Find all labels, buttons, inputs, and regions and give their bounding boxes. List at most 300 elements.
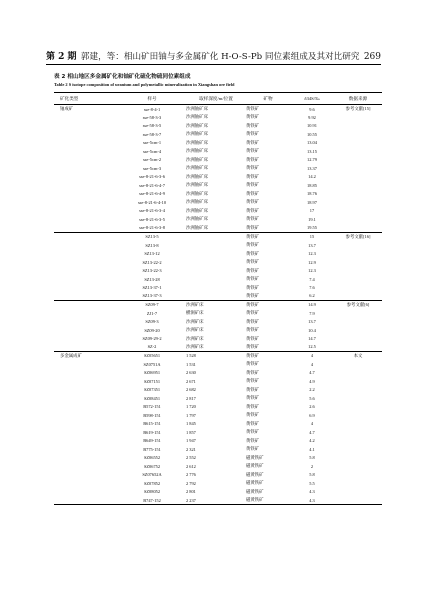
cell-data-source [334,488,382,497]
cell-mineral: 黄铁矿 [246,233,260,239]
cell-mineralization-type [54,317,118,326]
cell-data-source [334,181,382,190]
cell-sample-id: SZ09-7 [145,302,159,308]
cell-delta34s: 4 [310,421,314,427]
cell-depth-location: 2 792 [186,480,196,486]
cell-mineralization-type [54,130,118,139]
cell-delta34s: 14.9 [308,302,316,308]
cell-mineralization-type [54,232,118,241]
cell-mineral: 磁黄铁矿 [246,463,264,469]
table-row [54,283,382,292]
table-row [54,232,382,241]
cell-depth-location: 沙洲铀矿床 [186,199,208,205]
cell-mineralization-type [54,241,118,250]
cell-mineral: 磁黄铁矿 [246,454,264,460]
cell-depth-location: 沙洲铀矿床 [186,207,208,213]
running-title: 郭建，等：相山矿田铀与多金属矿化 H-O-S-Pb 同位素组成及其对比研究 [80,52,360,62]
cell-sample-id: SZ07351 [143,387,161,393]
table-row [54,454,382,463]
cell-mineralization-type [54,326,118,335]
table-row [54,147,382,156]
cell-depth-location: 沙洲铀矿床 [186,156,208,162]
cell-depth-location: 2 630 [186,370,196,376]
cell-data-source [334,309,382,318]
cell-data-source [334,479,382,488]
cell-mineralization-type [54,156,118,165]
cell-delta34s: 12.9 [308,259,316,265]
cell-depth-location: 1 845 [186,421,196,427]
cell-mineralization-type [54,437,118,446]
cell-depth-location [186,249,246,258]
cell-sample-id: SZ13-12 [144,251,160,257]
table-row [54,462,382,471]
cell-depth-location: 沙洲铀矿床 [186,139,208,145]
cell-data-source [334,343,382,352]
cell-data-source [334,190,382,199]
cell-mineral: 黄铁矿 [246,395,260,401]
cell-data-source [334,386,382,395]
cell-delta34s: 5.8 [309,455,315,461]
cell-sample-id: sse-58-3-3 [142,114,162,120]
cell-mineral: 黄铁矿 [246,361,260,367]
cell-delta34s: 4.9 [309,378,315,384]
table-row [54,334,382,343]
cell-sample-id: B572-151 [143,404,161,410]
cell-delta34s: 15 [309,234,315,240]
cell-data-source [334,215,382,224]
cell-data-source [334,377,382,386]
table-row [54,139,382,148]
table-row [54,309,382,318]
cell-depth-location [186,232,246,241]
table-row [54,300,382,309]
cell-delta34s: 5.5 [309,480,315,486]
table-row [54,207,382,216]
cell-mineralization-type [54,360,118,369]
cell-mineral: 黄铁矿 [246,310,260,316]
table-row [54,488,382,497]
cell-sample-id: SZ13-37-1 [142,285,162,291]
cell-delta34s: 5.8 [309,472,315,478]
table-row [54,368,382,377]
cell-mineral: 黄铁矿 [246,250,260,256]
cell-delta34s: 12.3 [308,251,316,257]
cell-mineral: 黄铁矿 [246,259,260,265]
cell-sample-id: SZ09-20 [144,327,160,333]
cell-data-source [334,249,382,258]
cell-data-source [334,122,382,131]
table-row [54,326,382,335]
cell-sample-id: SZ13-5 [145,234,159,240]
table-row [54,420,382,429]
cell-delta34s: 9.92 [308,114,316,120]
cell-depth-location: 沙洲矿床 [186,301,204,307]
cell-data-source [334,207,382,216]
cell-data-source [334,156,382,165]
cell-sample-id: SZ-2 [147,344,157,350]
cell-mineralization-type [54,386,118,395]
cell-depth-location: 2 237 [186,497,196,503]
column-header-depth: 取样深度/m/位置 [199,95,233,101]
cell-depth-location: 1 531 [186,361,196,367]
cell-mineralization-type [54,207,118,216]
cell-data-source: 参考文献[16] [345,233,371,239]
cell-delta34s: 7.9 [309,310,315,316]
cell-mineral: 黄铁矿 [246,131,260,137]
cell-mineralization-type [54,181,118,190]
cell-mineralization-type [54,224,118,233]
cell-delta34s: 10.55 [307,131,317,137]
cell-mineralization-type [54,403,118,412]
table-row [54,394,382,403]
cell-data-source [334,317,382,326]
table-row [54,105,382,114]
table-header-row [54,93,382,105]
cell-sample-id: ZJ1-7 [146,310,158,316]
cell-data-source [334,445,382,454]
cell-mineral: 磁黄铁矿 [246,488,264,494]
table-body [54,105,382,505]
cell-delta34s: 10.4 [308,327,316,333]
table-row [54,351,382,360]
cell-delta34s: 12.3 [308,268,316,274]
cell-depth-location [186,258,246,267]
cell-depth-location: 2 682 [186,387,196,393]
cell-mineral: 黄铁矿 [246,437,260,443]
table-row [54,411,382,420]
cell-mineral: 黄铁矿 [246,403,260,409]
table-row [54,173,382,182]
column-header-delta34s: δ34S/‰ [304,96,320,101]
cell-mineral: 黄铁矿 [246,148,260,154]
cell-delta34s: 5.6 [309,395,315,401]
cell-mineral: 磁黄铁矿 [246,471,264,477]
cell-delta34s: 12.79 [307,157,317,163]
cell-sample-id: B619-151 [143,429,161,435]
cell-delta34s: 7.6 [309,285,315,291]
cell-data-source [334,266,382,275]
cell-mineral: 黄铁矿 [246,199,260,205]
cell-data-source [334,326,382,335]
cell-mineralization-type [54,343,118,352]
cell-data-source [334,368,382,377]
cell-delta34s: 2 [310,463,314,469]
cell-mineral: 黄铁矿 [246,106,260,111]
cell-data-source [334,334,382,343]
cell-mineral: 黄铁矿 [246,292,260,298]
cell-mineralization-type [54,258,118,267]
cell-mineralization-type [54,454,118,463]
cell-mineral: 黄铁矿 [246,429,260,435]
cell-mineralization-type [54,445,118,454]
cell-depth-location: 沙洲铀矿床 [186,216,208,222]
cell-data-source: 参考文献[15] [345,106,371,111]
cell-data-source [334,496,382,505]
cell-depth-location: 1 797 [186,412,196,418]
cell-sample-id: sse-58-3-5 [142,123,162,129]
cell-sample-id: SZ09-29-2 [142,336,162,342]
cell-sample-id: SZ07652A [142,472,162,478]
cell-mineralization-type [54,368,118,377]
cell-data-source [334,147,382,156]
table-row [54,471,382,480]
cell-mineral: 黄铁矿 [246,335,260,341]
cell-delta34s: 2.2 [309,387,315,393]
cell-data-source [334,258,382,267]
cell-delta34s: 18.76 [307,191,317,197]
table-row [54,249,382,258]
cell-sample-id: SZ08451 [143,395,161,401]
table-row [54,215,382,224]
cell-mineral: 黄铁矿 [246,378,260,384]
cell-mineral: 黄铁矿 [246,318,260,324]
cell-depth-location: 1 947 [186,438,196,444]
cell-depth-location: 沙洲铀矿床 [186,224,208,230]
cell-mineralization-type: 多金属成矿 [60,352,82,358]
column-header-source: 数据来源 [348,95,368,101]
table-row [54,258,382,267]
cell-mineralization-type [54,377,118,386]
cell-sample-id: SZ09-3 [145,319,159,325]
table-row [54,241,382,250]
cell-sample-id: SZ08052 [143,489,161,495]
cell-mineral: 黄铁矿 [246,216,260,222]
cell-delta34s: 4.2 [309,438,315,444]
cell-depth-location: 2 776 [186,472,196,478]
cell-mineral: 黄铁矿 [246,182,260,188]
cell-data-source [334,454,382,463]
cell-depth-location: 沙洲铀矿床 [186,122,208,128]
cell-sample-id: B615-151 [143,421,161,427]
cell-delta34s: 4.7 [309,370,315,376]
cell-delta34s: 14.2 [308,174,316,180]
cell-sample-id: sse-8-21-6-3-6 [139,174,165,180]
cell-depth-location: 沙洲铀矿床 [186,114,208,120]
cell-mineral: 黄铁矿 [246,412,260,418]
cell-mineral: 黄铁矿 [246,114,260,120]
cell-mineralization-type [54,300,118,309]
cell-mineral: 黄铁矿 [246,267,260,273]
cell-delta34s: 19.55 [307,225,317,231]
cell-depth-location [186,275,246,284]
cell-data-source [334,292,382,301]
cell-data-source [334,403,382,412]
table-row [54,386,382,395]
cell-depth-location: 横涧矿床 [186,310,204,316]
cell-data-source [334,113,382,122]
cell-depth-location: 2 801 [186,489,196,495]
table-row [54,403,382,412]
cell-delta34s: 12.5 [308,344,316,350]
cell-mineralization-type [54,215,118,224]
cell-sample-id: B747-152 [143,497,161,503]
cell-mineralization-type [54,394,118,403]
cell-mineralization-type [54,496,118,505]
cell-mineral: 黄铁矿 [246,446,260,452]
table-row [54,122,382,131]
cell-data-source [334,411,382,420]
cell-mineralization-type [54,147,118,156]
cell-depth-location: 沙洲铀矿床 [186,148,208,154]
cell-mineral: 磁黄铁矿 [246,497,264,503]
cell-mineral: 黄铁矿 [246,343,260,349]
cell-depth-location: 1 857 [186,429,196,435]
table-row [54,428,382,437]
cell-data-source [334,420,382,429]
cell-data-source [334,437,382,446]
cell-data-source: 参考文献[6] [346,301,370,307]
cell-mineralization-type [54,113,118,122]
cell-delta34s: 13.7 [308,242,316,248]
cell-sample-id: SZ0751A [143,361,161,367]
cell-mineralization-type [54,139,118,148]
cell-data-source [334,462,382,471]
cell-mineralization-type [54,249,118,258]
issue-number: 第 2 期 [46,52,77,62]
running-header [46,44,381,65]
cell-mineral: 黄铁矿 [246,420,260,426]
table-caption-english: Table 2 S isotope composition of uranium and polymetallic mineralization in Xiangshan ore field [54,82,235,87]
cell-delta34s: 13.04 [307,140,317,146]
cell-data-source [334,164,382,173]
cell-depth-location [186,266,246,275]
cell-depth-location: 沙洲矿床 [186,318,204,324]
table-row [54,266,382,275]
cell-data-source: 本文 [353,352,363,358]
table-row [54,292,382,301]
cell-data-source [334,198,382,207]
cell-sample-id: sse-8-21-6-4-9 [139,191,165,197]
cell-mineralization-type [54,292,118,301]
cell-mineral: 黄铁矿 [246,301,260,307]
cell-sample-id: B775-151 [143,446,161,452]
cell-depth-location: 2 552 [186,455,196,461]
table-row [54,317,382,326]
table-row [54,156,382,165]
cell-mineralization-type [54,334,118,343]
cell-depth-location: 沙洲矿床 [186,343,204,349]
cell-data-source [334,275,382,284]
cell-mineral: 黄铁矿 [246,369,260,375]
cell-data-source [334,173,382,182]
cell-depth-location: 沙洲铀矿床 [186,173,208,179]
cell-data-source [334,360,382,369]
cell-data-source [334,241,382,250]
cell-mineral: 黄铁矿 [246,207,260,213]
cell-sample-id: B649-151 [143,438,161,444]
cell-mineralization-type: 铀成矿 [60,106,74,111]
cell-delta34s: 4.3 [309,497,315,503]
cell-sample-id: SZ06752 [143,463,161,469]
table-caption-chinese: 表 2 相山地区多金属矿化和铀矿化硫化物硫同位素组成 [54,74,191,80]
cell-sample-id: SZ13-28 [144,276,160,282]
cell-mineralization-type [54,479,118,488]
cell-sample-id: sse-58-3-7 [142,131,162,137]
cell-depth-location: 沙洲铀矿床 [186,190,208,196]
cell-delta34s: 6.9 [309,412,315,418]
table-row [54,181,382,190]
cell-mineralization-type [54,411,118,420]
table-row [54,113,382,122]
cell-depth-location: 沙洲矿床 [186,335,204,341]
cell-sample-id: SZ13-22-3 [142,268,162,274]
cell-mineral: 黄铁矿 [246,173,260,179]
table-row [54,445,382,454]
cell-delta34s: 18.85 [307,182,317,188]
cell-depth-location [186,283,246,292]
cell-delta34s: 9.6 [309,106,315,112]
cell-depth-location [186,292,246,301]
cell-delta34s: 10.91 [307,123,317,129]
cell-mineralization-type [54,122,118,131]
cell-depth-location: 沙洲矿床 [186,327,204,333]
cell-delta34s: 6.2 [309,293,315,299]
table-row [54,479,382,488]
cell-mineral: 黄铁矿 [246,327,260,333]
cell-data-source [334,428,382,437]
cell-mineral: 磁黄铁矿 [246,480,264,486]
cell-depth-location: 1 528 [186,353,196,359]
cell-sample-id: B598-151 [143,412,161,418]
cell-mineralization-type [54,275,118,284]
cell-sample-id: sse-5cm-4 [142,148,162,154]
cell-mineralization-type [54,283,118,292]
cell-sample-id: sse-5cm-1 [142,140,162,146]
cell-mineral: 黄铁矿 [246,276,260,282]
cell-mineralization-type [54,471,118,480]
cell-mineralization-type [54,488,118,497]
cell-mineral: 黄铁矿 [246,386,260,392]
cell-mineralization-type [54,164,118,173]
cell-delta34s: 4.7 [309,429,315,435]
cell-depth-location: 沙洲铀矿床 [186,131,208,137]
cell-mineralization-type [54,420,118,429]
cell-mineral: 黄铁矿 [246,284,260,290]
cell-sample-id: sse-5cm-2 [142,157,162,163]
cell-delta34s: 4.3 [309,489,315,495]
cell-mineral: 黄铁矿 [246,156,260,162]
column-header-mineral: 矿物 [263,95,273,101]
cell-data-source [334,394,382,403]
cell-delta34s: 4 [310,353,314,359]
table-row [54,164,382,173]
cell-sample-id: sse-8-21-6-3-5 [139,216,165,222]
cell-mineralization-type [54,266,118,275]
cell-mineralization-type [54,462,118,471]
cell-mineral: 黄铁矿 [246,352,260,358]
cell-depth-location: 2 671 [186,378,196,384]
cell-mineral: 黄铁矿 [246,122,260,128]
cell-sample-id: SZ07151 [143,378,161,384]
cell-data-source [334,283,382,292]
cell-depth-location: 沙洲铀矿床 [186,165,208,171]
cell-delta34s: 2.6 [309,404,315,410]
cell-sample-id: sse-8-21-6-4-7 [139,182,165,188]
cell-sample-id: SZ07852 [143,480,161,486]
cell-depth-location: 2 612 [186,463,196,469]
cell-sample-id: sse-8-4-1 [143,106,161,112]
cell-sample-id: SZ06951 [143,370,161,376]
cell-mineral: 黄铁矿 [246,165,260,171]
cell-mineralization-type [54,198,118,207]
table-row [54,343,382,352]
column-header-sample: 样号 [147,95,157,101]
isotope-table [54,92,382,505]
cell-data-source [334,224,382,233]
cell-data-source [334,471,382,480]
table-row [54,190,382,199]
cell-mineralization-type [54,190,118,199]
